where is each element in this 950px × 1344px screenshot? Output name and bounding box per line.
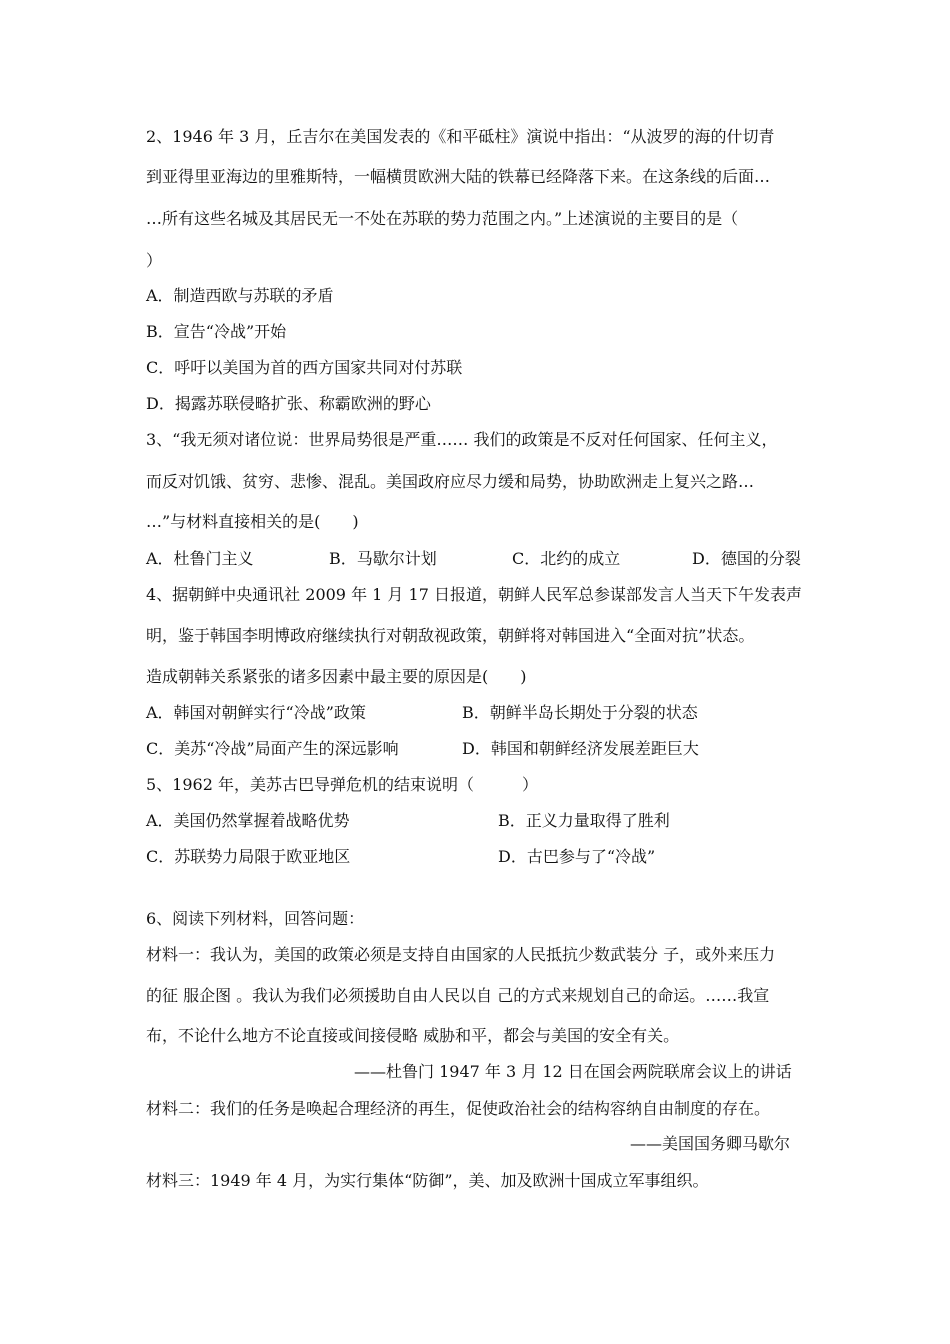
q5-option-b: B．正义力量取得了胜利 [498, 811, 670, 830]
q4-option-c: C．美苏“冷战”局面产生的深远影响 [146, 739, 399, 758]
q6-material2-source: ——美国国务卿马歇尔 [630, 1134, 791, 1153]
q3-option-d: D．德国的分裂 [692, 549, 801, 568]
q3-option-b: B．马歇尔计划 [329, 549, 437, 568]
q3-line-1: 3、“我无须对诸位说：世界局势很是严重…… 我们的政策是不反对任何国家、任何主义， [146, 430, 778, 449]
q2-line-2: 到亚得里亚海边的里雅斯特，一幅横贯欧洲大陆的铁幕已经降落下来。在这条线的后面… [146, 167, 771, 186]
q3-line-2: 而反对饥饿、贫穷、悲惨、混乱。美国政府应尽力缓和局势，协助欧洲走上复兴之路… [146, 472, 755, 491]
q6-material2-line-1: 材料二：我们的任务是唤起合理经济的再生，促使政治社会的结构容纳自由制度的存在。 [146, 1099, 771, 1118]
q6-line-1: 6、阅读下列材料，回答问题： [146, 909, 365, 928]
q4-line-2: 明，鉴于韩国李明博政府继续执行对朝敌视政策，朝鲜将对韩国进入“全面对抗”状态。 [146, 626, 755, 645]
q4-option-b: B．朝鲜半岛长期处于分裂的状态 [462, 703, 698, 722]
q2-option-d: D．揭露苏联侵略扩张、称霸欧洲的野心 [146, 394, 431, 413]
q3-option-c: C．北约的成立 [512, 549, 621, 568]
q4-option-a: A．韩国对朝鲜实行“冷战”政策 [146, 703, 366, 722]
q5-option-c: C．苏联势力局限于欧亚地区 [146, 847, 351, 866]
q2-option-b: B．宣告“冷战”开始 [146, 322, 287, 341]
q4-line-1: 4、据朝鲜中央通讯社 2009 年 1 月 17 日报道，朝鲜人民军总参谋部发言人当天下午发表声 [146, 585, 802, 604]
q2-line-4: ） [146, 251, 163, 270]
q5-option-d: D．古巴参与了“冷战” [498, 847, 656, 866]
q3-option-a: A．杜鲁门主义 [146, 549, 254, 568]
q4-option-d: D．韩国和朝鲜经济发展差距巨大 [462, 739, 699, 758]
q2-option-c: C．呼吁以美国为首的西方国家共同对付苏联 [146, 358, 463, 377]
q6-material1-line-3: 布，不论什么地方不论直接或间接侵略 威胁和平，都会与美国的安全有关。 [146, 1026, 680, 1045]
q5-line-1: 5、1962 年，美苏古巴导弹危机的结束说明（ ） [146, 775, 538, 794]
q6-material1-line-1: 材料一：我认为，美国的政策必须是支持自由国家的人民抵抗少数武装分 子，或外来压力 [146, 945, 776, 964]
q2-option-a: A．制造西欧与苏联的矛盾 [146, 286, 334, 305]
q6-material1-line-2: 的征 服企图 。我认为我们必须援助自由人民以自 己的方式来规划自己的命运。……我宣 [146, 986, 770, 1005]
q4-line-3: 造成朝韩关系紧张的诸多因素中最主要的原因是( ) [146, 667, 527, 686]
q3-line-3: …”与材料直接相关的是( ) [146, 512, 359, 531]
q2-line-1: 2、1946 年 3 月，丘吉尔在美国发表的《和平砥柱》演说中指出：“从波罗的海的什切青 [146, 127, 775, 146]
q6-material1-source: ——杜鲁门 1947 年 3 月 12 日在国会两院联席会议上的讲话 [354, 1062, 792, 1081]
q6-material3-line-1: 材料三：1949 年 4 月，为实行集体“防御”，美、加及欧洲十国成立军事组织。 [146, 1171, 709, 1190]
q2-line-3: …所有这些名城及其居民无一不处在苏联的势力范围之内。”上述演说的主要目的是（ [146, 209, 739, 228]
q5-option-a: A．美国仍然掌握着战略优势 [146, 811, 350, 830]
